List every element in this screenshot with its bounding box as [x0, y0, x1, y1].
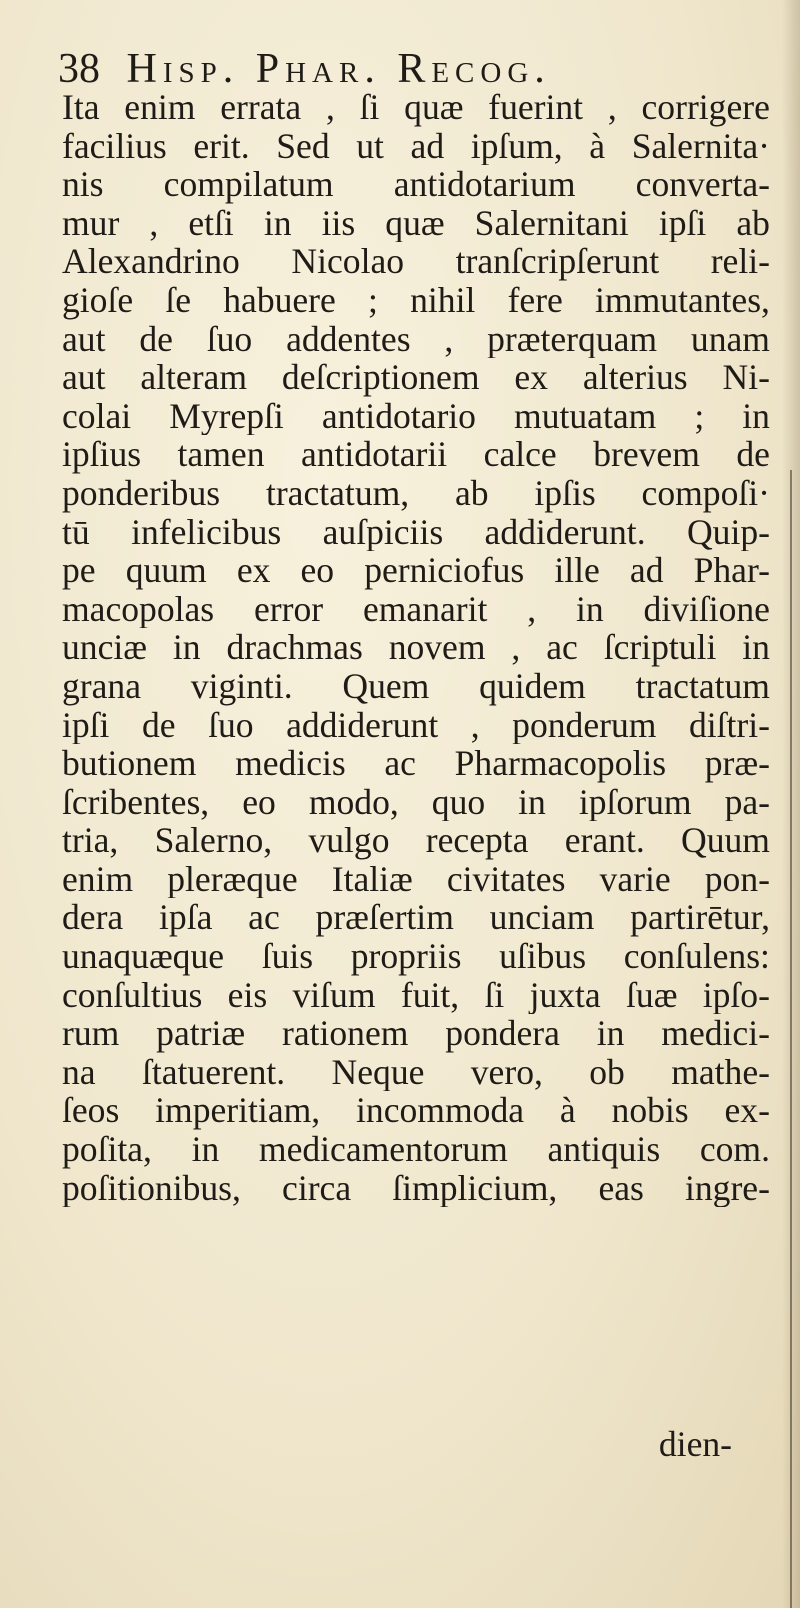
text-line: dera ipſa ac præſertim unciam partirētur, — [62, 898, 770, 938]
text-line: unciæ in drachmas novem , ac ſcriptuli in — [62, 628, 770, 667]
text-line: enim pleræque Italiæ civitates varie pon- — [62, 859, 770, 899]
catchword: dien- — [658, 1424, 732, 1464]
text-line: Ita enim errata , ſi quæ fuerint , corrigere — [62, 88, 770, 127]
text-line: ipſi de ſuo addiderunt , ponderum diſtri- — [62, 705, 770, 745]
text-line: grana viginti. Quem quidem tractatum — [62, 666, 770, 706]
text-line: Alexandrino Nicolao tranſcripſerunt reli- — [62, 242, 770, 281]
text-line: conſultius eis viſum fuit, ſi juxta ſuæ ipſo- — [62, 975, 770, 1015]
text-line: poſitionibus, circa ſimplicium, eas ingre- — [62, 1168, 770, 1208]
text-line: ſcribentes, eo modo, quo in ipſorum pa- — [62, 782, 770, 822]
text-line: na ſtatuerent. Neque vero, ob mathe- — [62, 1052, 770, 1092]
running-title: Hisp. Phar. Recog. — [126, 46, 551, 92]
text-line: gioſe ſe habuere ; nihil fere immutantes, — [62, 280, 770, 320]
page-edge-line — [790, 470, 792, 1608]
text-line: tū infelicibus auſpiciis addiderunt. Quip- — [62, 512, 770, 552]
text-line: facilius erit. Sed ut ad ipſum, à Salernita· — [62, 126, 770, 166]
text-line: pe quum ex eo perniciofus ille ad Phar- — [62, 551, 770, 590]
text-line: poſita, in medicamentorum antiquis com. — [62, 1130, 770, 1169]
text-line: aut alteram deſcriptionem ex alterius Ni- — [62, 358, 770, 397]
text-line: ponderibus tractatum, ab ipſis compoſi· — [62, 473, 770, 513]
text-line: mur , etſi in iis quæ Salernitani ipſi ab — [62, 203, 770, 243]
text-line: colai Myrepſi antidotario mutuatam ; in — [62, 396, 770, 436]
text-line: tria, Salerno, vulgo recepta erant. Quum — [62, 821, 770, 860]
text-line: butionem medicis ac Pharmacopolis præ- — [62, 744, 770, 783]
text-line: ſeos imperitiam, incommoda à nobis ex- — [62, 1091, 770, 1131]
text-line: ipſius tamen antidotarii calce brevem de — [62, 435, 770, 474]
text-line: macopolas error emanarit , in diviſione — [62, 589, 770, 629]
text-line: aut de ſuo addentes , præterquam unam — [62, 319, 770, 359]
text-line: unaquæque ſuis propriis uſibus conſulens: — [62, 937, 770, 976]
text-line: nis compilatum antidotarium converta- — [62, 165, 770, 204]
page-number: 38 — [58, 46, 100, 92]
running-header — [58, 44, 698, 94]
text-line: rum patriæ rationem pondera in medici- — [62, 1014, 770, 1053]
body-text — [62, 88, 770, 1207]
